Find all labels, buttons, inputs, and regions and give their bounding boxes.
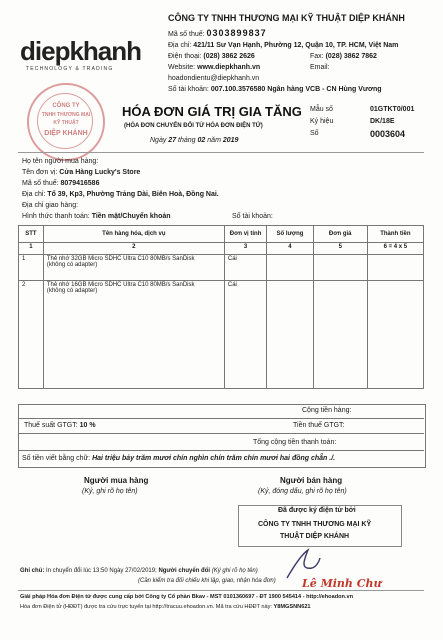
buyer-name-label: Họ tên người mua hàng: — [22, 158, 99, 165]
seller-fax-row: Fax: (028) 3862 7862 — [310, 53, 377, 60]
company-seal — [27, 83, 105, 161]
header-stt: STT — [19, 226, 44, 243]
amount-in-words: Hai triệu bảy trăm mươi chín nghìn chín trăm chín mươi hai đồng chẵn ./. — [92, 455, 336, 462]
header-price: Đơn giá — [313, 226, 367, 243]
seller-account-row: Số tài khoản: 007.100.3576580 Ngân hàng VCB - CN Hùng Vương — [168, 86, 382, 93]
row-price — [313, 255, 367, 281]
seller-email: hoadondientu@diepkhanh.vn — [168, 75, 260, 82]
header-divider — [18, 152, 424, 153]
table-header-row — [19, 226, 424, 243]
totals-line-2 — [18, 433, 424, 434]
row-stt: 1 — [19, 255, 44, 281]
invoice-year: 2019 — [222, 137, 239, 144]
amount-in-words-row: Số tiền viết bằng chữ: Hai triệu bảy trăm mươi chín nghìn chín trăm chín mươi hai đồng chẵn ./. — [22, 455, 336, 462]
vat-rate: 10 % — [79, 422, 96, 429]
col-number: 2 — [43, 243, 224, 255]
row-item-name: Thẻ nhớ 16GB Micro SDHC Ultra C10 80MB/s SanDisk (không có adapter) — [43, 281, 224, 389]
invoice-subtitle: (HÓA ĐƠN CHUYỂN ĐỔI TỪ HÓA ĐƠN ĐIỆN TỬ) — [124, 123, 263, 129]
row-price — [313, 281, 367, 389]
vat-amount-label: Tiền thuế GTGT: — [293, 422, 345, 429]
totals-line-1 — [18, 418, 424, 419]
signer-name: Lê Minh Chư — [302, 577, 382, 590]
form-label: Mẫu số — [310, 106, 333, 113]
buyer-address: Tổ 39, Kp3, Phường Trảng Dài, Biên Hoà, Đồng Nai. — [47, 191, 219, 198]
buyer-tax-row: Mã số thuế: 8079416586 — [22, 180, 100, 187]
seller-phone-row: Điện thoại: (028) 3862 2626 — [168, 53, 255, 60]
buyer-payment-row: Hình thức thanh toán: Tiền mặt/Chuyển khoản — [22, 213, 171, 220]
invoice-date: Ngày 27 tháng 02 năm 2019 — [150, 137, 239, 144]
buyer-address-row: Địa chỉ: Tổ 39, Kp3, Phường Trảng Dài, Biên Hoà, Đồng Nai. — [22, 191, 219, 198]
header-unit: Đơn vị tính — [224, 226, 266, 243]
signed-by-line-2: THUẬT DIỆP KHÁNH — [280, 533, 350, 540]
signed-by-line-1: CÔNG TY TNHH THƯƠNG MẠI KỸ — [258, 521, 372, 528]
row-unit: Cái — [224, 281, 266, 389]
invoice-month: 02 — [197, 137, 206, 144]
signed-by-label: Đã được ký điện tử bởi — [278, 507, 356, 514]
buyer-signature-title: Người mua hàng — [84, 476, 149, 485]
col-number: 3 — [224, 243, 266, 255]
header-qty: Số lượng — [267, 226, 313, 243]
seller-email-label: Email: — [310, 64, 330, 71]
seller-account: 007.100.3576580 Ngân hàng VCB - CN Hùng Vương — [210, 86, 382, 93]
row-qty — [267, 281, 313, 389]
logo-tagline: TECHNOLOGY & TRADING — [26, 66, 114, 72]
buyer-signature-note: (Ký, ghi rõ họ tên) — [82, 488, 138, 495]
symbol-label: Ký hiệu — [310, 118, 334, 125]
seller-phone: (028) 3862 2626 — [203, 53, 255, 60]
footer-note-row: Ghi chú: In chuyển đổi lúc 13:50 Ngày 27/02/2019; Người chuyển đổi (Ký ghi rõ họ tên) — [20, 568, 258, 574]
number-label: Số — [310, 130, 319, 137]
seal-text-3: KỸ THUẬT — [53, 120, 79, 126]
form-value: 01GTKT0/001 — [370, 106, 415, 113]
seller-signature-note: (Ký, đóng dấu, ghi rõ họ tên) — [258, 488, 347, 495]
seller-address-row: Địa chỉ: 421/11 Sư Vạn Hạnh, Phường 12, Quận 10, TP. HCM, Việt Nam — [168, 42, 399, 49]
col-number: 4 — [267, 243, 313, 255]
grand-total-label: Tổng cộng tiền thanh toán: — [253, 439, 337, 446]
seal-text-2: TNHH THƯƠNG MẠI — [41, 112, 91, 118]
footer-check-note: (Cần kiểm tra đối chiếu khi lập, giao, nhận hóa đơn) — [138, 578, 276, 584]
col-number: 5 — [313, 243, 367, 255]
subtotal-label: Cộng tiền hàng: — [302, 407, 352, 414]
table-row — [19, 281, 424, 389]
seal-text-1: CÔNG TY — [52, 103, 80, 109]
seller-tax-code: 0303899837 — [206, 28, 267, 38]
buyer-tax-code: 8079416586 — [60, 180, 100, 187]
seal-text-4: DIỆP KHÁNH — [44, 130, 88, 137]
table-number-row — [19, 243, 424, 255]
company-logo: diepkhanh — [20, 36, 142, 66]
buyer-payment: Tiền mặt/Chuyển khoản — [91, 213, 171, 220]
header-name: Tên hàng hóa, dịch vụ — [43, 226, 224, 243]
row-amount — [367, 281, 423, 389]
seller-address: 421/11 Sư Vạn Hạnh, Phường 12, Quận 10, TP. HCM, Việt Nam — [193, 42, 399, 49]
items-table — [18, 225, 424, 389]
header-amount: Thành tiền — [367, 226, 423, 243]
invoice-day: 27 — [168, 137, 177, 144]
row-qty — [267, 255, 313, 281]
invoice-number: 0003604 — [370, 129, 406, 139]
col-number: 6 = 4 x 5 — [367, 243, 423, 255]
lookup-code: Y8MGSNN621 — [273, 604, 311, 610]
totals-line-3 — [18, 450, 424, 451]
footer-provider: Giải pháp Hóa đơn Điện tử được cung cấp bởi Công ty Cổ phần Bkav - MST 0101360697 - ĐT 1900 545414 - http://ehoadon.vn — [20, 594, 354, 600]
vat-rate-row: Thuế suất GTGT: 10 % — [24, 422, 96, 429]
buyer-delivery-label: Địa chỉ giao hàng: — [22, 202, 79, 209]
seller-tax-row: Mã số thuế: 0303899837 — [168, 28, 267, 38]
seller-website: www.diepkhanh.vn — [197, 64, 261, 71]
row-item-name: Thẻ nhớ 32GB Micro SDHC Ultra C10 80MB/s SanDisk (không có adapter) — [43, 255, 224, 281]
row-stt: 2 — [19, 281, 44, 389]
footer-lookup-row: Hóa đơn Điện tử (HĐĐT) được tra cứu trực tuyến tại http://tracuu.ehoadon.vn. Mã tra cứu HĐĐT này: Y8MGSNN621 — [20, 604, 311, 610]
table-row — [19, 255, 424, 281]
col-number: 1 — [19, 243, 44, 255]
symbol-value: DK/18E — [370, 118, 395, 125]
footer-divider — [18, 590, 424, 591]
seller-fax: (028) 3862 7862 — [325, 53, 377, 60]
seller-website-row: Website: www.diepkhanh.vn — [168, 64, 261, 71]
seller-signature-title: Người bán hàng — [280, 476, 343, 485]
invoice-title: HÓA ĐƠN GIÁ TRỊ GIA TĂNG — [122, 104, 302, 119]
seller-company-name: CÔNG TY TNHH THƯƠNG MẠI KỸ THUẬT DIỆP KHÁNH — [168, 13, 405, 23]
row-unit: Cái — [224, 255, 266, 281]
buyer-account-label: Số tài khoản: — [232, 213, 273, 220]
buyer-unit: Cửa Hàng Lucky's Store — [59, 169, 141, 176]
buyer-unit-row: Tên đơn vị: Cửa Hàng Lucky's Store — [22, 169, 141, 176]
row-amount — [367, 255, 423, 281]
